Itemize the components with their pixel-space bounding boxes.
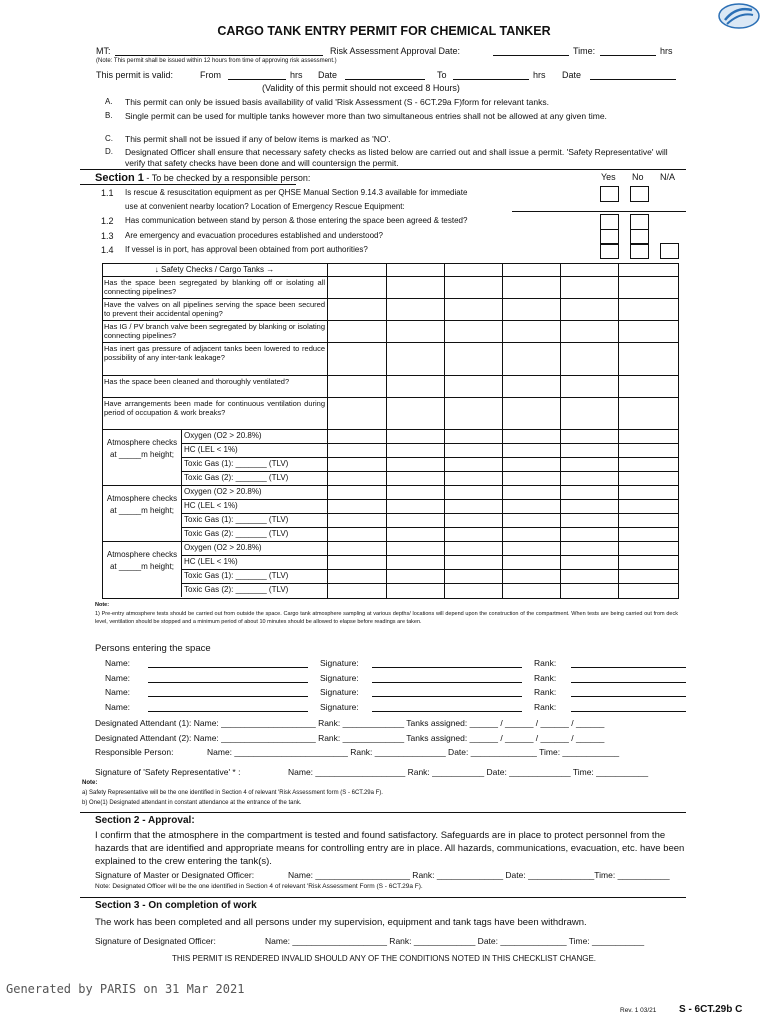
mt-label: MT: <box>96 46 111 56</box>
page-title: CARGO TANK ENTRY PERMIT FOR CHEMICAL TANKER <box>217 24 551 38</box>
raa-date-label: Risk Assessment Approval Date: <box>330 46 461 56</box>
safety-rep-fields: Name: ___________________ Rank: ___________ Date: _____________ Time: ___________ <box>288 767 649 777</box>
designated-attendant-1: Designated Attendant (1): Name: ____________________ Rank: _____________ Tanks assigned: ______ / ______ / ______ / ______ <box>95 718 605 728</box>
check-question: Have arrangements been made for continuous ventilation during period of occupation & work breaks? <box>104 399 325 417</box>
section1-subtitle: - To be checked by a responsible person: <box>143 173 311 183</box>
condition-text: Single permit can be used for multiple tanks however more than two simultaneous entries shall not be allowed at any given time. <box>125 111 607 121</box>
gas-toxic-1: Toxic Gas (1): _______ (TLV) <box>184 459 289 468</box>
person-signature-input[interactable] <box>372 687 522 697</box>
item-num: 1.1 <box>101 188 114 198</box>
attendant-note-a: a) Safety Representative will be the one identified in Section 4 of relevant 'Risk Assessment form (S - 6CT.29a F). <box>82 790 383 796</box>
na-checkbox[interactable] <box>660 243 679 259</box>
atmosphere-label: Atmosphere checks at _____m height; <box>106 438 178 459</box>
to-date-label: Date <box>562 70 582 80</box>
person-rank-label: Rank: <box>534 701 557 712</box>
person-name-label: Name: <box>105 687 131 697</box>
from-time-input[interactable] <box>228 70 286 80</box>
persons-heading: Persons entering the space <box>95 643 211 654</box>
to-hrs-label: hrs <box>533 70 546 80</box>
section2-text: I confirm that the atmosphere in the compartment is tested and found satisfactory. Safeguards are in place to protect personnel from the hazards that are identified and appropriate means for controlling entry are in place. All hazards, communications, evacuation, etc. have been explained to the crew entering the tank(s). <box>95 830 685 867</box>
col-yes: Yes <box>601 172 616 182</box>
col-na: N/A <box>660 172 676 182</box>
person-rank-input[interactable] <box>571 687 686 697</box>
generated-stamp: Generated by PARIS on 31 Mar 2021 <box>6 982 245 996</box>
col-no: No <box>632 172 644 182</box>
gas-toxic-1: Toxic Gas (1): _______ (TLV) <box>184 571 289 580</box>
condition-letter: D. <box>105 147 113 156</box>
check-question: Has IG / PV branch valve been segregated by blanking or isolating connecting pipelines? <box>104 322 325 340</box>
time-label: Time: <box>573 46 596 56</box>
condition-text: This permit shall not be issued if any of below items is marked as 'NO'. <box>125 134 391 144</box>
to-label: To <box>437 70 447 80</box>
person-name-input[interactable] <box>148 673 308 683</box>
yes-checkbox[interactable] <box>600 214 619 230</box>
from-date-label: Date <box>318 70 338 80</box>
gas-hc: HC (LEL < 1%) <box>184 445 238 454</box>
safety-rep-label: Signature of 'Safety Representative' * : <box>95 767 241 777</box>
yes-checkbox[interactable] <box>600 243 619 259</box>
from-hrs-label: hrs <box>290 70 303 80</box>
item-text: Has communication between stand by person & those entering the space been agreed & tested? <box>125 216 468 225</box>
table-header: ↓ Safety Checks / Cargo Tanks → <box>154 265 275 274</box>
valid-label: This permit is valid: <box>96 70 174 80</box>
person-name-label: Name: <box>105 672 131 683</box>
item-num: 1.2 <box>101 216 114 226</box>
person-signature-label: Signature: <box>320 687 359 697</box>
person-name-label: Name: <box>105 701 131 712</box>
gas-oxygen: Oxygen (O2 > 20.8%) <box>184 487 262 496</box>
to-time-input[interactable] <box>453 70 529 80</box>
person-signature-input[interactable] <box>372 673 522 683</box>
attendant-note-label: Note: <box>82 780 98 786</box>
check-question: Has the space been cleaned and thoroughly ventilated? <box>104 377 290 386</box>
gas-toxic-2: Toxic Gas (2): _______ (TLV) <box>184 529 289 538</box>
person-name-label: Name: <box>105 658 131 668</box>
section2-sig-label: Signature of Master or Designated Officer: <box>95 870 255 880</box>
issue-note: (Note: This permit shall be issued within 12 hours from time of approving risk assessment.) <box>96 58 337 64</box>
condition-letter: B. <box>105 111 113 120</box>
gas-hc: HC (LEL < 1%) <box>184 501 238 510</box>
person-signature-label: Signature: <box>320 672 359 683</box>
rescue-location-input[interactable] <box>512 202 686 212</box>
table-note-label: Note: <box>95 602 110 608</box>
invalid-note: THIS PERMIT IS RENDERED INVALID SHOULD ANY OF THE CONDITIONS NOTED IN THIS CHECKLIST CHANGE. <box>171 954 597 963</box>
responsible-person-fields: Name: ________________________ Rank: _______________ Date: ______________ Time: ____________ <box>207 747 620 757</box>
condition-text: Designated Officer shall ensure that necessary safety checks as listed below are carried out and shall issue a permit. 'Safety Representative' will verify that safety checks have been done and will countersign the permit. <box>125 147 668 168</box>
condition-text: This permit can only be issued basis availability of valid 'Risk Assessment (S - 6CT.29a F)form for relevant tanks. <box>125 97 549 107</box>
condition-letter: C. <box>105 134 113 143</box>
item-num: 1.4 <box>101 245 114 255</box>
section2-note: Note: Designated Officer will be the one identified in Section 4 of relevant 'Risk Assessment Form (S - 6CT.29a F). <box>95 883 423 890</box>
item-num: 1.3 <box>101 231 114 241</box>
check-question: Have the valves on all pipelines serving the space been secured to prevent their accidental opening? <box>104 300 325 318</box>
person-signature-input[interactable] <box>372 658 522 668</box>
person-rank-input[interactable] <box>571 658 686 668</box>
raa-time-input[interactable] <box>600 46 656 56</box>
atmosphere-label: Atmosphere checks at _____m height; <box>106 494 178 515</box>
item-text: If vessel is in port, has approval been obtained from port authorities? <box>125 245 368 254</box>
person-name-input[interactable] <box>148 702 308 712</box>
atmosphere-label: Atmosphere checks at _____m height; <box>106 550 178 571</box>
section2-sig-fields: Name: ____________________ Rank: ______________ Date: ______________Time: ___________ <box>288 870 670 880</box>
form-code: S - 6CT.29b C <box>679 1004 743 1015</box>
section3-sig-label: Signature of Designated Officer: <box>95 936 216 946</box>
gas-toxic-2: Toxic Gas (2): _______ (TLV) <box>184 473 289 482</box>
person-signature-input[interactable] <box>372 702 522 712</box>
hrs-label: hrs <box>660 46 673 56</box>
check-question: Has the space been segregated by blanking off or isolating all connecting pipelines? <box>104 278 325 296</box>
person-name-input[interactable] <box>148 658 308 668</box>
section3-heading: Section 3 - On completion of work <box>95 900 257 911</box>
no-checkbox[interactable] <box>630 214 649 230</box>
section3-sig-fields: Name: ____________________ Rank: _____________ Date: ______________ Time: ___________ <box>265 936 645 946</box>
to-date-input[interactable] <box>590 70 676 80</box>
from-date-input[interactable] <box>345 70 425 80</box>
check-question: Has inert gas pressure of adjacent tanks been lowered to reduce possibility of any inter-tank leakage? <box>104 344 325 362</box>
table-note-text: 1) Pre-entry atmosphere tests should be carried out from outside the space. Cargo tank atmosphere sampling at various depths/ locations will depend upon the construction of the compartment. When tests are being carried out from deck level, ventilation should be stopped and a minimum period of about 10 minutes should be allowed to elapse before readings are taken. <box>95 611 678 625</box>
section3-text: The work has been completed and all persons under my supervision, equipment and tank tags have been withdrawn. <box>95 917 587 928</box>
section2-heading: Section 2 - Approval: <box>95 815 195 826</box>
gas-oxygen: Oxygen (O2 > 20.8%) <box>184 543 262 552</box>
revision: Rev. 1 03/21 <box>620 1007 657 1014</box>
item-text: Are emergency and evacuation procedures established and understood? <box>125 231 383 240</box>
person-signature-label: Signature: <box>320 701 359 712</box>
person-rank-label: Rank: <box>534 658 557 668</box>
from-label: From <box>200 70 221 80</box>
gas-oxygen: Oxygen (O2 > 20.8%) <box>184 431 262 440</box>
validity-note: (Validity of this permit should not exceed 8 Hours) <box>262 83 460 93</box>
no-checkbox[interactable] <box>630 243 649 259</box>
person-signature-label: Signature: <box>320 658 359 668</box>
designated-attendant-2: Designated Attendant (2): Name: ____________________ Rank: _____________ Tanks assigned: ______ / ______ / ______ / ______ <box>95 733 605 743</box>
person-name-input[interactable] <box>148 687 308 697</box>
gas-hc: HC (LEL < 1%) <box>184 557 238 566</box>
section1-title: Section 1 <box>95 172 144 184</box>
gas-toxic-1: Toxic Gas (1): _______ (TLV) <box>184 515 289 524</box>
gas-toxic-2: Toxic Gas (2): _______ (TLV) <box>184 585 289 594</box>
person-rank-label: Rank: <box>534 672 557 683</box>
mt-input[interactable] <box>115 46 323 56</box>
condition-letter: A. <box>105 97 113 106</box>
no-checkbox[interactable] <box>630 186 649 202</box>
person-rank-input[interactable] <box>571 702 686 712</box>
person-rank-label: Rank: <box>534 687 557 697</box>
attendant-note-b: b) One(1) Designated attendant in constant attendance at the entrance of the tank. <box>82 800 302 806</box>
item-text: use at convenient nearby location? Location of Emergency Rescue Equipment: <box>125 202 405 211</box>
responsible-person-label: Responsible Person: <box>95 747 174 757</box>
person-rank-input[interactable] <box>571 673 686 683</box>
raa-date-input[interactable] <box>493 46 569 56</box>
section1-heading <box>95 172 310 184</box>
item-text: Is rescue & resuscitation equipment as per QHSE Manual Section 9.14.3 available for immediate <box>125 188 468 197</box>
yes-checkbox[interactable] <box>600 186 619 202</box>
